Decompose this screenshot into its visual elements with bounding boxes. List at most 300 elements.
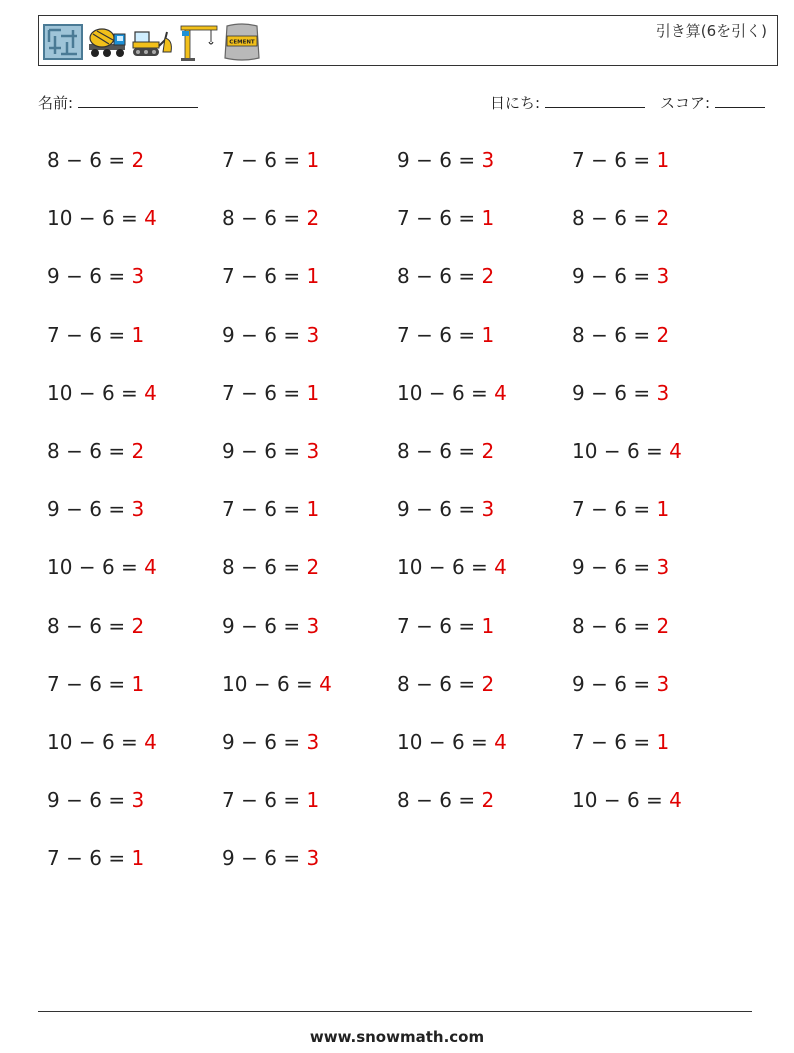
operand-b: 6 [451, 730, 465, 754]
minus-sign: − [241, 322, 258, 347]
equals-sign: = [108, 613, 126, 638]
minus-sign: − [428, 730, 446, 754]
equals-sign: = [633, 613, 651, 638]
equals-sign: = [458, 264, 476, 289]
answer: 1 [306, 148, 320, 172]
operand-b: 6 [439, 264, 452, 289]
answer: 1 [131, 322, 145, 347]
equals-sign: = [458, 322, 476, 347]
equals-sign: = [458, 613, 476, 638]
answer: 1 [131, 671, 145, 696]
operand-b: 6 [614, 613, 627, 638]
operand-a: 8 [397, 788, 410, 813]
problem-item [47, 555, 157, 579]
bulldozer-icon [131, 22, 175, 62]
problem-item [572, 672, 669, 696]
operand-a: 10 [572, 439, 598, 463]
operand-b: 6 [264, 555, 277, 580]
minus-sign: − [591, 730, 608, 754]
operand-b: 6 [439, 322, 452, 347]
problem-item [572, 614, 669, 638]
operand-b: 6 [89, 671, 102, 696]
operand-b: 6 [264, 497, 277, 522]
minus-sign: − [416, 264, 433, 289]
minus-sign: − [241, 380, 258, 405]
footer-divider [38, 1011, 752, 1012]
operand-a: 9 [572, 555, 585, 580]
answer: 2 [656, 322, 670, 347]
problem-item [47, 206, 157, 230]
operand-a: 8 [222, 555, 235, 580]
equals-sign: = [283, 264, 301, 289]
maze-icon [43, 22, 83, 62]
cement-mixer-truck-icon [87, 22, 127, 62]
answer: 3 [481, 148, 495, 172]
operand-a: 8 [47, 439, 60, 463]
problem-item [572, 264, 669, 288]
equals-sign: = [458, 439, 476, 463]
equals-sign: = [633, 497, 651, 522]
equals-sign: = [108, 439, 126, 463]
operand-a: 8 [572, 613, 585, 638]
answer: 4 [144, 206, 157, 231]
minus-sign: − [66, 671, 83, 696]
cement-label: CEMENT [229, 39, 255, 46]
minus-sign: − [66, 439, 83, 463]
problem-item [222, 846, 319, 870]
minus-sign: − [241, 439, 258, 463]
operand-b: 6 [101, 730, 115, 754]
answer: 2 [481, 264, 495, 289]
equals-sign: = [121, 380, 138, 405]
equals-sign: = [283, 380, 301, 405]
operand-b: 6 [439, 613, 452, 638]
equals-sign: = [458, 671, 476, 696]
operand-b: 6 [614, 206, 627, 231]
operand-b: 6 [264, 730, 277, 754]
worksheet-title: 引き算(6を引く) [655, 22, 767, 40]
answer: 1 [481, 322, 495, 347]
answer: 3 [131, 264, 145, 289]
answer: 3 [306, 322, 320, 347]
minus-sign: − [241, 497, 258, 522]
problem-item [397, 264, 494, 288]
minus-sign: − [416, 671, 433, 696]
answer: 4 [144, 555, 157, 580]
operand-a: 8 [47, 613, 60, 638]
answer: 3 [131, 788, 145, 813]
answer: 1 [306, 497, 320, 522]
date-blank[interactable] [545, 93, 645, 108]
problem-item [572, 555, 669, 579]
cement-bag-icon [223, 22, 261, 62]
operand-b: 6 [89, 439, 102, 463]
problem-item [222, 555, 319, 579]
operand-a: 7 [572, 497, 585, 522]
minus-sign: − [241, 788, 258, 813]
problem-item [572, 439, 682, 463]
equals-sign: = [283, 788, 301, 813]
problem-item [397, 730, 507, 754]
worksheet-header [38, 15, 778, 66]
equals-sign: = [108, 671, 126, 696]
equals-sign: = [108, 846, 126, 871]
answer: 2 [131, 148, 145, 172]
minus-sign: − [591, 264, 608, 289]
minus-sign: − [416, 322, 433, 347]
operand-b: 6 [264, 264, 277, 289]
operand-a: 8 [47, 148, 60, 172]
equals-sign: = [633, 148, 651, 172]
problem-item [222, 323, 319, 347]
answer: 4 [494, 380, 507, 405]
equals-sign: = [108, 264, 126, 289]
problem-item [222, 381, 319, 405]
operand-a: 9 [397, 148, 410, 172]
problem-item [572, 788, 682, 812]
answer: 1 [481, 613, 495, 638]
problem-item [47, 788, 144, 812]
equals-sign: = [633, 671, 651, 696]
operand-b: 6 [89, 264, 102, 289]
problem-item [397, 148, 494, 172]
operand-a: 10 [222, 671, 248, 696]
problem-item [397, 439, 494, 463]
answer: 2 [481, 671, 495, 696]
equals-sign: = [633, 730, 651, 754]
equals-sign: = [458, 497, 476, 522]
minus-sign: − [591, 613, 608, 638]
operand-a: 9 [222, 613, 235, 638]
operand-a: 8 [572, 206, 585, 231]
equals-sign: = [108, 497, 126, 522]
equals-sign: = [458, 206, 476, 231]
minus-sign: − [416, 206, 433, 231]
score-label: スコア: [660, 94, 711, 112]
problem-item [397, 614, 494, 638]
operand-a: 10 [47, 730, 73, 754]
minus-sign: − [241, 206, 258, 231]
operand-a: 7 [397, 322, 410, 347]
operand-a: 10 [397, 730, 423, 754]
minus-sign: − [591, 148, 608, 172]
date-field[interactable] [490, 92, 645, 113]
answer: 2 [481, 788, 495, 813]
operand-a: 9 [397, 497, 410, 522]
answer: 2 [481, 439, 495, 463]
minus-sign: − [591, 555, 608, 580]
score-field[interactable] [660, 92, 765, 113]
minus-sign: − [241, 846, 258, 871]
operand-b: 6 [89, 148, 102, 172]
minus-sign: − [591, 497, 608, 522]
answer: 3 [306, 846, 320, 871]
equals-sign: = [633, 380, 651, 405]
operand-b: 6 [439, 497, 452, 522]
equals-sign: = [471, 380, 488, 405]
operand-b: 6 [614, 148, 627, 172]
equals-sign: = [296, 671, 313, 696]
answer: 4 [144, 730, 157, 754]
minus-sign: − [241, 613, 258, 638]
problem-item [397, 555, 507, 579]
equals-sign: = [121, 730, 138, 754]
problem-item [222, 497, 319, 521]
operand-a: 7 [222, 380, 235, 405]
operand-b: 6 [264, 322, 277, 347]
equals-sign: = [633, 555, 651, 580]
minus-sign: − [416, 788, 433, 813]
minus-sign: − [66, 613, 83, 638]
equals-sign: = [471, 555, 488, 580]
answer: 2 [306, 555, 320, 580]
operand-a: 9 [572, 671, 585, 696]
operand-b: 6 [439, 788, 452, 813]
operand-a: 10 [397, 555, 423, 580]
operand-b: 6 [101, 380, 115, 405]
minus-sign: − [603, 788, 621, 813]
problem-item [397, 381, 507, 405]
operand-b: 6 [101, 555, 115, 580]
operand-b: 6 [264, 439, 277, 463]
answer: 2 [131, 613, 145, 638]
answer: 1 [306, 788, 320, 813]
minus-sign: − [241, 148, 258, 172]
answer: 2 [131, 439, 145, 463]
operand-b: 6 [89, 322, 102, 347]
problem-item [47, 439, 144, 463]
operand-a: 7 [397, 206, 410, 231]
operand-a: 8 [397, 671, 410, 696]
equals-sign: = [283, 555, 301, 580]
problem-item [222, 788, 319, 812]
equals-sign: = [646, 439, 663, 463]
problem-item [222, 264, 319, 288]
minus-sign: − [591, 206, 608, 231]
operand-a: 9 [222, 730, 235, 754]
operand-b: 6 [264, 148, 277, 172]
answer: 1 [306, 380, 320, 405]
minus-sign: − [78, 380, 96, 405]
minus-sign: − [66, 148, 83, 172]
operand-a: 9 [572, 380, 585, 405]
minus-sign: − [66, 264, 83, 289]
operand-b: 6 [264, 613, 277, 638]
problem-item [47, 672, 144, 696]
operand-b: 6 [89, 788, 102, 813]
operand-b: 6 [89, 613, 102, 638]
operand-b: 6 [439, 206, 452, 231]
operand-a: 10 [397, 380, 423, 405]
operand-a: 8 [397, 264, 410, 289]
answer: 3 [656, 380, 670, 405]
equals-sign: = [633, 264, 651, 289]
problem-item [222, 439, 319, 463]
answer: 4 [319, 671, 332, 696]
equals-sign: = [633, 322, 651, 347]
answer: 1 [656, 730, 670, 754]
operand-a: 8 [572, 322, 585, 347]
problem-item [47, 730, 157, 754]
problem-item [47, 614, 144, 638]
problem-item [397, 788, 494, 812]
operand-a: 8 [397, 439, 410, 463]
equals-sign: = [283, 846, 301, 871]
minus-sign: − [241, 730, 258, 754]
answer: 1 [656, 148, 670, 172]
problem-item [222, 672, 332, 696]
equals-sign: = [121, 206, 138, 231]
equals-sign: = [283, 322, 301, 347]
operand-b: 6 [626, 788, 640, 813]
operand-b: 6 [614, 671, 627, 696]
problem-item [397, 206, 494, 230]
operand-a: 7 [222, 497, 235, 522]
operand-a: 10 [572, 788, 598, 813]
answer: 1 [481, 206, 495, 231]
operand-b: 6 [614, 380, 627, 405]
operand-b: 6 [439, 439, 452, 463]
operand-a: 9 [572, 264, 585, 289]
minus-sign: − [78, 730, 96, 754]
operand-b: 6 [439, 671, 452, 696]
operand-a: 8 [222, 206, 235, 231]
operand-b: 6 [264, 206, 277, 231]
answer: 4 [494, 730, 507, 754]
tower-crane-icon [179, 22, 219, 62]
equals-sign: = [283, 730, 301, 754]
operand-b: 6 [614, 497, 627, 522]
operand-b: 6 [264, 846, 277, 871]
operand-a: 7 [397, 613, 410, 638]
name-field[interactable] [38, 92, 198, 113]
equals-sign: = [108, 788, 126, 813]
operand-b: 6 [614, 322, 627, 347]
equals-sign: = [458, 148, 476, 172]
score-blank[interactable] [715, 93, 765, 108]
operand-a: 7 [47, 846, 60, 871]
operand-b: 6 [451, 380, 465, 405]
equals-sign: = [283, 439, 301, 463]
operand-a: 7 [222, 264, 235, 289]
problem-item [572, 148, 669, 172]
answer: 4 [144, 380, 157, 405]
answer: 1 [131, 846, 145, 871]
minus-sign: − [428, 555, 446, 580]
date-label: 日にち: [490, 94, 541, 112]
problem-item [572, 323, 669, 347]
operand-a: 9 [222, 322, 235, 347]
operand-b: 6 [89, 846, 102, 871]
problem-item [397, 672, 494, 696]
equals-sign: = [458, 788, 476, 813]
operand-a: 7 [222, 788, 235, 813]
name-label: 名前: [38, 94, 74, 112]
minus-sign: − [66, 322, 83, 347]
problem-item [222, 730, 319, 754]
equals-sign: = [471, 730, 488, 754]
answer: 1 [306, 264, 320, 289]
answer: 3 [656, 264, 670, 289]
minus-sign: − [416, 439, 433, 463]
name-blank[interactable] [78, 93, 198, 108]
answer: 3 [306, 613, 320, 638]
minus-sign: − [603, 439, 621, 463]
problem-item [572, 497, 669, 521]
problem-item [572, 206, 669, 230]
operand-a: 10 [47, 555, 73, 580]
operand-b: 6 [264, 788, 277, 813]
minus-sign: − [428, 380, 446, 405]
problem-item [47, 846, 144, 870]
operand-a: 7 [572, 148, 585, 172]
answer: 4 [669, 439, 682, 463]
operand-a: 10 [47, 380, 73, 405]
equals-sign: = [108, 322, 126, 347]
minus-sign: − [78, 206, 96, 231]
operand-a: 7 [572, 730, 585, 754]
minus-sign: − [416, 148, 433, 172]
operand-b: 6 [276, 671, 290, 696]
operand-a: 9 [222, 846, 235, 871]
problem-item [572, 381, 669, 405]
minus-sign: − [591, 380, 608, 405]
problem-item [47, 148, 144, 172]
minus-sign: − [416, 613, 433, 638]
minus-sign: − [78, 555, 96, 580]
problem-item [222, 614, 319, 638]
equals-sign: = [283, 497, 301, 522]
answer: 3 [656, 555, 670, 580]
answer: 3 [306, 730, 320, 754]
footer-url: www.snowmath.com [309, 1028, 485, 1046]
operand-b: 6 [614, 730, 627, 754]
problem-item [222, 148, 319, 172]
operand-a: 9 [47, 264, 60, 289]
operand-a: 9 [47, 497, 60, 522]
problem-item [397, 323, 494, 347]
problem-item [397, 497, 494, 521]
answer: 2 [306, 206, 320, 231]
operand-b: 6 [614, 555, 627, 580]
operand-b: 6 [614, 264, 627, 289]
operand-b: 6 [101, 206, 115, 231]
operand-a: 7 [47, 671, 60, 696]
minus-sign: − [416, 497, 433, 522]
operand-a: 9 [222, 439, 235, 463]
minus-sign: − [253, 671, 271, 696]
problem-item [47, 323, 144, 347]
header-icons [43, 21, 261, 63]
minus-sign: − [591, 671, 608, 696]
problem-item [47, 264, 144, 288]
operand-b: 6 [626, 439, 640, 463]
problem-item [222, 206, 319, 230]
answer: 3 [306, 439, 320, 463]
answer: 4 [494, 555, 507, 580]
answer: 3 [131, 497, 145, 522]
equals-sign: = [283, 148, 301, 172]
minus-sign: − [66, 846, 83, 871]
operand-a: 10 [47, 206, 73, 231]
equals-sign: = [633, 206, 651, 231]
equals-sign: = [283, 206, 301, 231]
operand-a: 9 [47, 788, 60, 813]
equals-sign: = [108, 148, 126, 172]
problem-item [47, 497, 144, 521]
minus-sign: − [241, 264, 258, 289]
minus-sign: − [66, 497, 83, 522]
